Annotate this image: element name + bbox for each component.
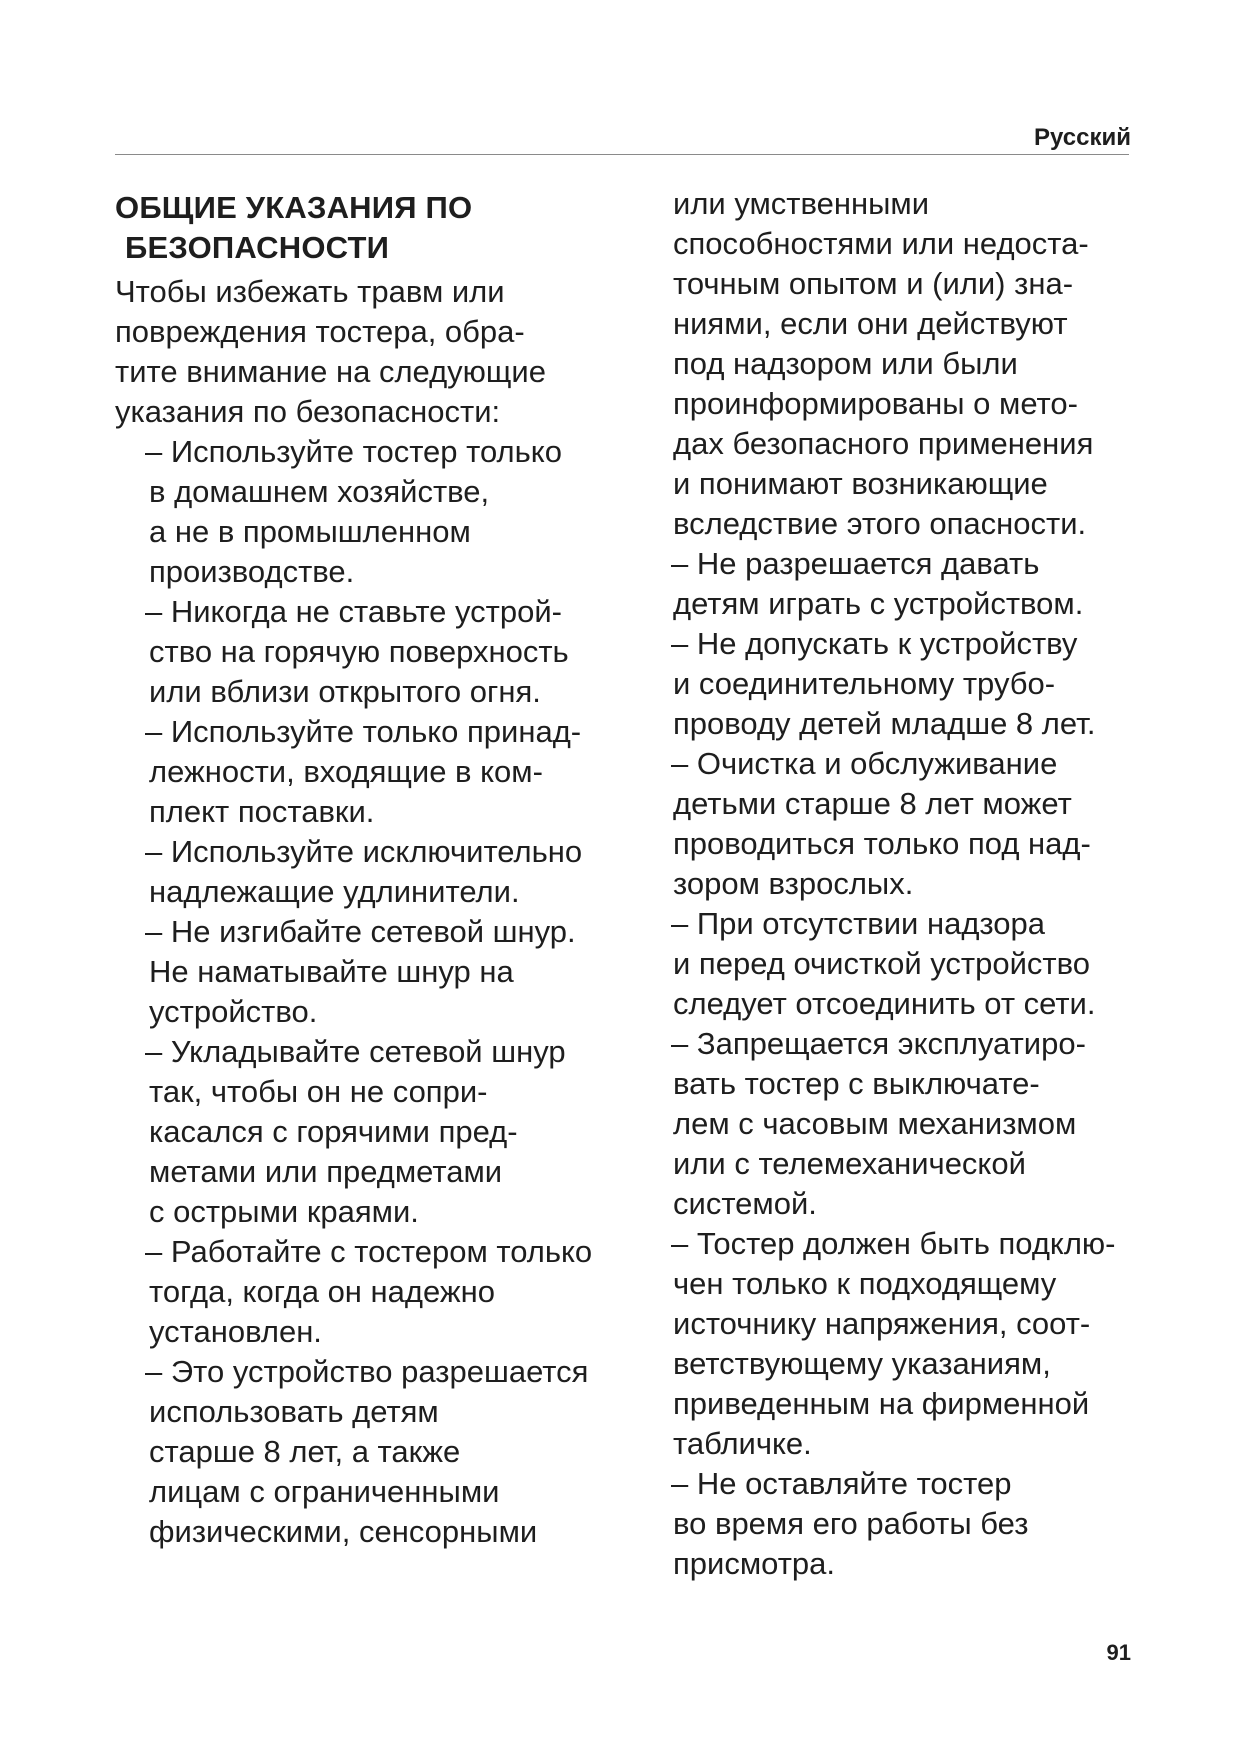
safety-item-line: Не наматывайте шнур на	[149, 954, 514, 989]
safety-list-item	[671, 744, 1141, 904]
continued-line: и понимают возникающие	[673, 466, 1048, 501]
safety-item-line: – Запрещается эксплуатиро-	[671, 1026, 1086, 1061]
safety-list-item	[671, 624, 1141, 744]
safety-item-line: во время его работы без	[673, 1506, 1029, 1541]
header-divider	[115, 154, 1129, 155]
safety-item-line: детьми старше 8 лет может	[673, 786, 1072, 821]
intro-paragraph	[115, 272, 635, 432]
section-title-line: ОБЩИЕ УКАЗАНИЯ ПО	[115, 190, 473, 225]
continued-line: проинформированы о мето-	[673, 386, 1078, 421]
continued-line: ниями, если они действуют	[673, 306, 1068, 341]
safety-item-line: метами или предметами	[149, 1154, 503, 1189]
header-language-label: Русский	[1034, 124, 1131, 151]
safety-item-line: вать тостер с выключате-	[673, 1066, 1040, 1101]
safety-item-line: и соединительному трубо-	[673, 666, 1056, 701]
safety-item-line: присмотра.	[673, 1546, 836, 1581]
safety-item-line: – Никогда не ставьте устрой-	[145, 594, 563, 629]
safety-item-line: зором взрослых.	[673, 866, 914, 901]
safety-item-line: плект поставки.	[149, 794, 375, 829]
safety-item-line: лицам с ограниченными	[149, 1474, 500, 1509]
safety-item-line: ветствующему указаниям,	[673, 1346, 1051, 1381]
safety-list-item	[671, 1224, 1141, 1464]
safety-item-line: проводиться только под над-	[673, 826, 1091, 861]
safety-item-line: приведенным на фирменной	[673, 1386, 1090, 1421]
safety-item-line: устройство.	[149, 994, 318, 1029]
safety-item-line: надлежащие удлинители.	[149, 874, 520, 909]
safety-item-line: с острыми краями.	[149, 1194, 419, 1229]
safety-item-line: лежности, входящие в ком-	[149, 754, 543, 789]
continued-paragraph	[671, 184, 1141, 544]
safety-item-line: – Работайте с тостером только	[145, 1234, 593, 1269]
safety-item-line: тогда, когда он надежно	[149, 1274, 495, 1309]
safety-list-item	[115, 432, 635, 592]
safety-item-line: производстве.	[149, 554, 355, 589]
safety-list-item	[115, 1352, 635, 1552]
intro-line: тите внимание на следующие	[115, 354, 546, 389]
continued-line: под надзором или были	[673, 346, 1018, 381]
safety-item-line: – Укладывайте сетевой шнур	[145, 1034, 566, 1069]
safety-item-line: – Тостер должен быть подклю-	[671, 1226, 1116, 1261]
safety-item-line: лем с часовым механизмом	[673, 1106, 1077, 1141]
intro-line: повреждения тостера, обра-	[115, 314, 525, 349]
safety-list-item	[671, 544, 1141, 624]
safety-item-line: – Не изгибайте сетевой шнур.	[145, 914, 576, 949]
safety-list-item	[671, 1024, 1141, 1224]
safety-item-line: – Не оставляйте тостер	[671, 1466, 1012, 1501]
continued-line: дах безопасного применения	[673, 426, 1094, 461]
safety-item-line: или вблизи открытого огня.	[149, 674, 541, 709]
safety-item-line: в домашнем хозяйстве,	[149, 474, 490, 509]
safety-item-line: – Это устройство разрешается	[145, 1354, 589, 1389]
safety-item-line: чен только к подходящему	[673, 1266, 1057, 1301]
safety-item-line: – Используйте только принад-	[145, 714, 582, 749]
right-safety-list	[671, 544, 1141, 1584]
continued-line: способностями или недоста-	[673, 226, 1089, 261]
safety-list-item	[671, 1464, 1141, 1584]
safety-item-line: – При отсутствии надзора	[671, 906, 1046, 941]
safety-item-line: – Используйте исключительно	[145, 834, 583, 869]
safety-item-line: источнику напряжения, соот-	[673, 1306, 1091, 1341]
safety-item-line: – Не разрешается давать	[671, 546, 1040, 581]
safety-item-line: или с телемеханической	[673, 1146, 1026, 1181]
safety-item-line: – Очистка и обслуживание	[671, 746, 1058, 781]
safety-item-line: касался с горячими пред-	[149, 1114, 518, 1149]
safety-list-item	[115, 912, 635, 1032]
safety-item-line: а не в промышленном	[149, 514, 471, 549]
safety-list-item	[115, 832, 635, 912]
safety-item-line: следует отсоединить от сети.	[673, 986, 1096, 1021]
continued-line: или умственными	[673, 186, 930, 221]
safety-item-line: ство на горячую поверхность	[149, 634, 569, 669]
safety-item-line: табличке.	[673, 1426, 812, 1461]
continued-line: вследствие этого опасности.	[673, 506, 1087, 541]
intro-line: Чтобы избежать травм или	[115, 274, 505, 309]
page-number: 91	[1106, 1640, 1131, 1665]
safety-item-line: так, чтобы он не сопри-	[149, 1074, 488, 1109]
safety-item-line: детям играть с устройством.	[673, 586, 1084, 621]
safety-item-line: проводу детей младше 8 лет.	[673, 706, 1096, 741]
safety-list-item	[115, 712, 635, 832]
right-column	[671, 184, 1141, 1584]
safety-item-line: – Не допускать к устройству	[671, 626, 1078, 661]
safety-item-line: использовать детям	[149, 1394, 439, 1429]
section-title	[115, 188, 635, 268]
safety-item-line: и перед очисткой устройство	[673, 946, 1090, 981]
left-safety-list	[115, 432, 635, 1552]
safety-list-item	[115, 1032, 635, 1232]
section-title-line: БЕЗОПАСНОСТИ	[125, 230, 390, 265]
safety-item-line: – Используйте тостер только	[145, 434, 562, 469]
safety-list-item	[115, 1232, 635, 1352]
safety-list-item	[671, 904, 1141, 1024]
intro-line: указания по безопасности:	[115, 394, 501, 429]
safety-list-item	[115, 592, 635, 712]
continued-line: точным опытом и (или) зна-	[673, 266, 1074, 301]
safety-item-line: системой.	[673, 1186, 817, 1221]
left-column	[115, 184, 635, 1552]
safety-item-line: установлен.	[149, 1314, 322, 1349]
safety-item-line: старше 8 лет, а также	[149, 1434, 461, 1469]
safety-item-line: физическими, сенсорными	[149, 1514, 538, 1549]
